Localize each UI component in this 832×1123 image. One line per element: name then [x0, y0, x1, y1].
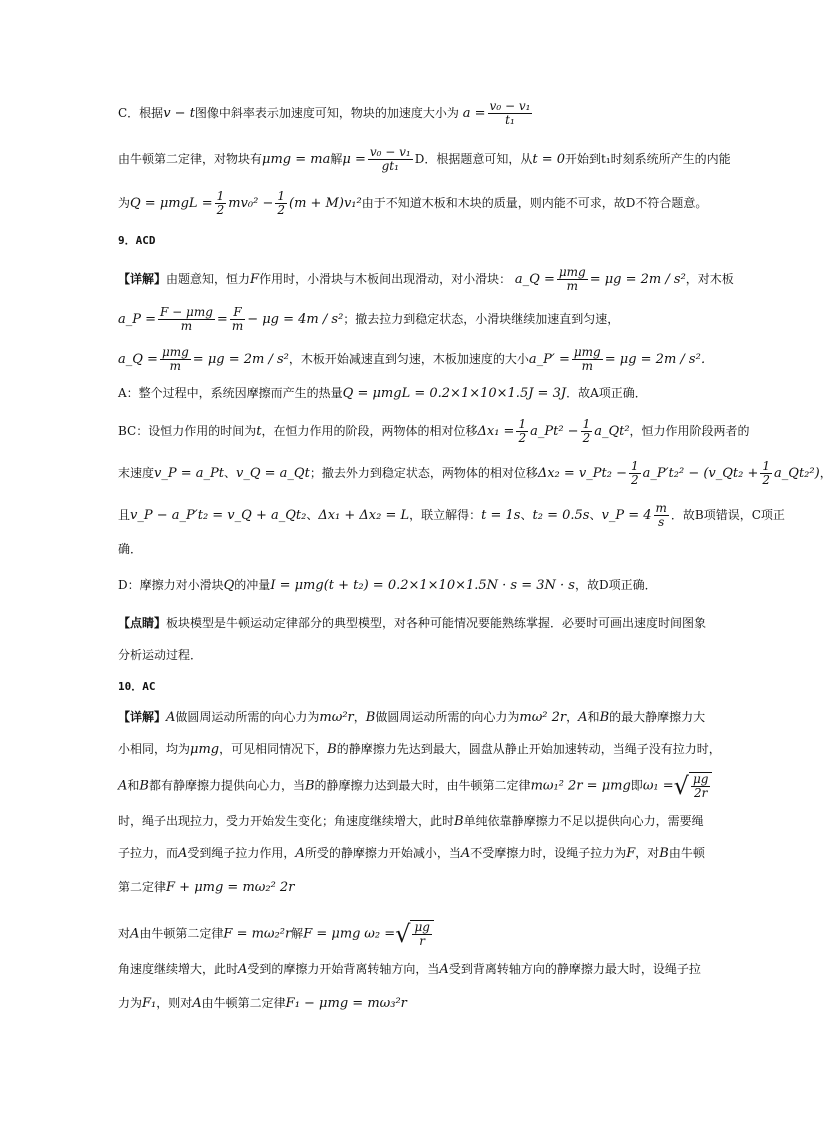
text: 都有静摩擦力提供向心力，当: [148, 778, 305, 793]
text: C．根据: [118, 106, 164, 120]
formula: B: [365, 710, 376, 725]
comment-tag: 【点睛】: [118, 616, 167, 630]
formula: = μg = 2m / s²: [589, 272, 686, 287]
formula: B: [599, 710, 610, 725]
formula: a_P′ =: [528, 352, 570, 367]
formula: = μg = 2m / s²: [192, 352, 289, 367]
text: 由牛顿第二定律: [139, 926, 224, 941]
detail-tag: 【详解】: [118, 272, 167, 286]
formula: mω² 2r: [519, 710, 567, 725]
option-bc-line: [118, 418, 750, 445]
newton2-a-line: [118, 920, 434, 948]
text: 对: [118, 926, 131, 941]
denominator: m: [180, 319, 193, 333]
option-c-line: [118, 100, 534, 127]
text: 的冲量: [234, 578, 271, 592]
text: ，对: [635, 846, 660, 860]
formula: B: [139, 778, 149, 794]
formula: F = mω₂²r: [223, 926, 292, 942]
plank-accel-line: [118, 306, 619, 333]
fraction: [629, 460, 641, 487]
formula: A: [166, 710, 176, 725]
text: 末速度: [118, 466, 155, 480]
energy-line: [118, 190, 707, 217]
numerator: F: [230, 306, 245, 320]
denominator: r: [419, 934, 426, 948]
formula: A: [178, 846, 188, 861]
question-9-number: 9．ACD: [118, 234, 156, 247]
fraction: [158, 306, 215, 333]
text: 图像中斜率表示加速度可知，物块的加速度大小为: [194, 106, 459, 120]
text: 不受摩擦力时，设绳子拉力为: [470, 846, 627, 860]
comment-line: [118, 614, 706, 632]
formula: mω₁² 2r = μmg: [530, 778, 631, 794]
formula: Δx₂ = v_Pt₂ −: [537, 466, 627, 481]
formula: a_P =: [118, 312, 157, 327]
text: 受到绳子拉力作用，: [187, 846, 296, 860]
text: 的静摩擦力达到最大时，由牛顿第二定律: [314, 778, 531, 793]
text: ，故D项正确．: [574, 578, 657, 592]
denominator: m: [581, 359, 593, 373]
formula: a_Qt₂²): [774, 466, 820, 481]
text: 由牛顿: [668, 846, 705, 860]
newton-line: [118, 146, 731, 173]
fraction: [760, 460, 772, 487]
text: 解: [330, 152, 343, 166]
option-a-line: [118, 384, 647, 403]
text: 时，绳子出现拉力，受力开始发生变化；角速度继续增大，此时: [118, 814, 455, 828]
denominator: 2r: [694, 786, 708, 800]
denominator: 2: [277, 203, 285, 217]
text: ．故A项正确．: [566, 386, 647, 400]
text: 且: [118, 508, 131, 522]
final-line: [118, 994, 407, 1013]
text: BC：设恒力作用的时间为: [118, 424, 257, 438]
numerator: μmg: [573, 345, 601, 359]
text: 作用时，小滑块与木板间出现滑动，对小滑块：: [259, 272, 512, 286]
formula: B: [327, 742, 337, 757]
text: ，在恒力作用的阶段，两物体的相对位移: [261, 424, 478, 438]
formula: a_Pt² −: [530, 424, 579, 439]
formula: =: [216, 312, 228, 327]
formula: mv₀² −: [228, 196, 274, 211]
text: 做圆周运动所需的向心力为: [375, 710, 520, 724]
numerator: F − μmg: [160, 305, 213, 319]
detail-tag: 【详解】: [118, 710, 167, 724]
text: 做圆周运动所需的向心力为: [175, 710, 320, 724]
text: 单纯依靠静摩擦力不足以提供向心力，需要绳: [463, 814, 704, 828]
denominator: m: [169, 359, 182, 373]
sqrt: [395, 920, 434, 948]
text: 和: [587, 710, 600, 724]
fraction: [557, 266, 588, 293]
q9-detail-line: [118, 266, 734, 293]
text: D．根据题意可知，从: [414, 152, 533, 166]
formula: v_P = 4: [601, 508, 652, 523]
numerator: 1: [216, 189, 225, 203]
velocity-line: [118, 460, 832, 487]
q10-detail-line: [118, 708, 705, 727]
numerator: μg: [414, 920, 430, 934]
formula: v − t: [163, 106, 195, 121]
denominator: 2: [216, 203, 225, 217]
text: ，木板开始减速直到匀速，木板加速度的大小: [288, 352, 529, 366]
text: 受到的摩擦力开始背离转轴方向，当: [247, 962, 440, 976]
text: ．故B项错误，C项正: [670, 508, 785, 522]
formula: B: [454, 814, 464, 829]
denominator: 2: [582, 431, 591, 445]
decel-line: [118, 346, 714, 373]
tension-line: [118, 812, 704, 831]
text: 解: [291, 926, 304, 941]
formula: Q = μmgL =: [130, 196, 213, 211]
fraction: [160, 346, 191, 373]
solve-line: [118, 502, 785, 529]
formula: A: [192, 996, 202, 1011]
formula: v_Q = a_Qt: [236, 466, 310, 481]
sqrt: [674, 772, 713, 800]
text: 为: [118, 196, 131, 210]
fraction: [368, 146, 413, 173]
formula: A: [460, 846, 471, 861]
formula: a =: [462, 106, 486, 121]
text: 、: [589, 508, 602, 522]
text: 、: [224, 466, 237, 480]
fraction: [275, 190, 287, 217]
denominator: s: [658, 515, 665, 529]
formula: t = 1s: [481, 508, 521, 523]
text: ，: [566, 710, 579, 724]
text: 受到背离转轴方向的静摩擦力最大时，设绳子拉: [448, 962, 701, 976]
fraction: [488, 100, 533, 127]
text: ，可见相同情况下，: [219, 742, 328, 756]
numerator: v₀ − v₁: [369, 145, 411, 159]
formula: t₂ = 0.5s: [532, 508, 590, 523]
fraction: [691, 773, 710, 800]
formula: μ =: [342, 152, 366, 167]
text: ；撤去拉力到稳定状态，小滑块继续加速直到匀速，: [343, 312, 620, 326]
text: 、: [520, 508, 533, 522]
option-d-line: [118, 576, 657, 595]
text: 力为: [118, 996, 143, 1010]
text: 所受的静摩擦力开始减小，当: [304, 846, 461, 860]
denominator: 2: [630, 473, 639, 487]
formula: Δx₁ + Δx₂ = L: [318, 508, 410, 523]
formula: F₁: [142, 996, 157, 1011]
rope-line: [118, 844, 705, 863]
text: 第二定律: [118, 880, 167, 894]
formula: mω²r: [319, 710, 354, 725]
denominator: 2: [762, 473, 771, 487]
formula: ω₁ =: [642, 778, 674, 794]
formula: A: [439, 962, 449, 977]
fraction: [230, 306, 245, 333]
text: ，恒力作用阶段两者的: [629, 424, 750, 438]
formula: a_Q =: [118, 352, 158, 367]
omega-increase-line: [118, 960, 701, 979]
text: 板块模型是牛顿运动定律部分的典型模型，对各种可能情况要能熟练掌握．必要时可画出速度时间图象: [166, 616, 707, 630]
omega1-line: [118, 772, 712, 800]
formula: F = μmg: [303, 926, 361, 942]
fraction: [572, 346, 603, 373]
text: 、: [306, 508, 319, 522]
text: 子拉力，而: [118, 846, 179, 860]
formula: − μg = 4m / s²: [247, 312, 344, 327]
formula: (m + M)v₁²: [289, 196, 362, 211]
formula: F: [250, 272, 260, 287]
text: 角速度继续增大，此时: [118, 962, 239, 976]
numerator: μmg: [558, 265, 586, 279]
numerator: 1: [762, 459, 771, 473]
newton2-b-line: [118, 878, 294, 897]
formula: ω₂ =: [364, 926, 396, 942]
text: ，: [819, 466, 832, 480]
formula: A: [578, 710, 588, 725]
formula: v_P − a_P′t₂ = v_Q + a_Qt₂: [130, 508, 307, 523]
numerator: 1: [518, 417, 527, 431]
numerator: μg: [692, 772, 709, 786]
formula: μmg = ma: [262, 152, 331, 167]
formula: A: [118, 778, 128, 794]
text: 由题意知，恒力: [166, 272, 251, 286]
formula: μmg: [190, 742, 220, 757]
formula: a_P′t₂² − (v_Qt₂ +: [642, 466, 759, 481]
numerator: 1: [582, 417, 591, 431]
text: 由牛顿第二定律: [201, 996, 286, 1010]
formula: B: [659, 846, 669, 861]
denominator: 2: [518, 431, 527, 445]
formula: a_Qt²: [594, 424, 630, 439]
formula: F: [626, 846, 636, 861]
formula: Q = μmgL = 0.2×1×10×1.5J = 3J: [342, 386, 567, 401]
formula: a_Q =: [514, 272, 555, 287]
text: ，: [353, 710, 366, 724]
fraction: [516, 418, 528, 445]
radical-sign: √: [673, 772, 689, 800]
formula: A: [130, 926, 140, 942]
formula: F₁ − μmg = mω₃²r: [285, 996, 407, 1011]
text: 由于不知道木板和木块的质量，则内能不可求，故D不符合题意。: [361, 196, 708, 210]
formula: Q: [223, 578, 235, 593]
formula: A: [295, 846, 305, 861]
radical-sign: √: [395, 920, 411, 948]
text: 的静摩擦力先达到最大，圆盘从静止开始加速转动，当绳子没有拉力时，: [336, 742, 721, 756]
formula: B: [304, 778, 315, 794]
unit-fraction: [654, 502, 669, 529]
formula: Δx₁ =: [477, 424, 515, 439]
numerator: 1: [277, 189, 285, 203]
fraction: [215, 190, 227, 217]
text: 小相同，均为: [118, 742, 191, 756]
formula: F + μmg = mω₂² 2r: [166, 880, 295, 895]
numerator: 1: [630, 459, 639, 473]
text: ；撤去外力到稳定状态，两物体的相对位移: [309, 466, 538, 480]
text: A：整个过程中，系统因摩擦而产生的热量: [118, 386, 343, 400]
fraction: [412, 921, 431, 948]
friction-line: [118, 740, 721, 759]
text: 由牛顿第二定律，对物块有: [118, 152, 263, 166]
numerator: μmg: [161, 345, 189, 359]
formula: I = μmg(t + t₂) = 0.2×1×10×1.5N · s = 3N · s: [270, 578, 575, 593]
text: ，联立解得：: [409, 508, 482, 522]
text: 和: [127, 778, 140, 793]
denominator: m: [566, 279, 578, 293]
formula: t = 0: [532, 152, 566, 167]
numerator: v₀ − v₁: [489, 99, 531, 113]
text: 即: [630, 778, 643, 793]
text: 的最大静摩擦力大: [609, 710, 706, 724]
fraction: [581, 418, 593, 445]
solve-line-cont: 确．: [118, 542, 143, 556]
numerator: m: [655, 501, 667, 515]
denominator: gt₁: [381, 159, 399, 173]
text: 开始到t₁时刻系统所产生的内能: [565, 152, 731, 166]
formula: t: [256, 424, 262, 439]
text: ，对木板: [685, 272, 734, 286]
denominator: m: [231, 319, 244, 333]
denominator: t₁: [505, 113, 515, 127]
formula: v_P = a_Pt: [154, 466, 224, 481]
text: D：摩擦力对小滑块: [118, 578, 224, 592]
text: ，则对: [156, 996, 193, 1010]
formula: A: [238, 962, 248, 977]
question-10-number: 10．AC: [118, 680, 156, 693]
formula: = μg = 2m / s²．: [604, 352, 714, 367]
comment-line-cont: 分析运动过程．: [118, 648, 203, 662]
